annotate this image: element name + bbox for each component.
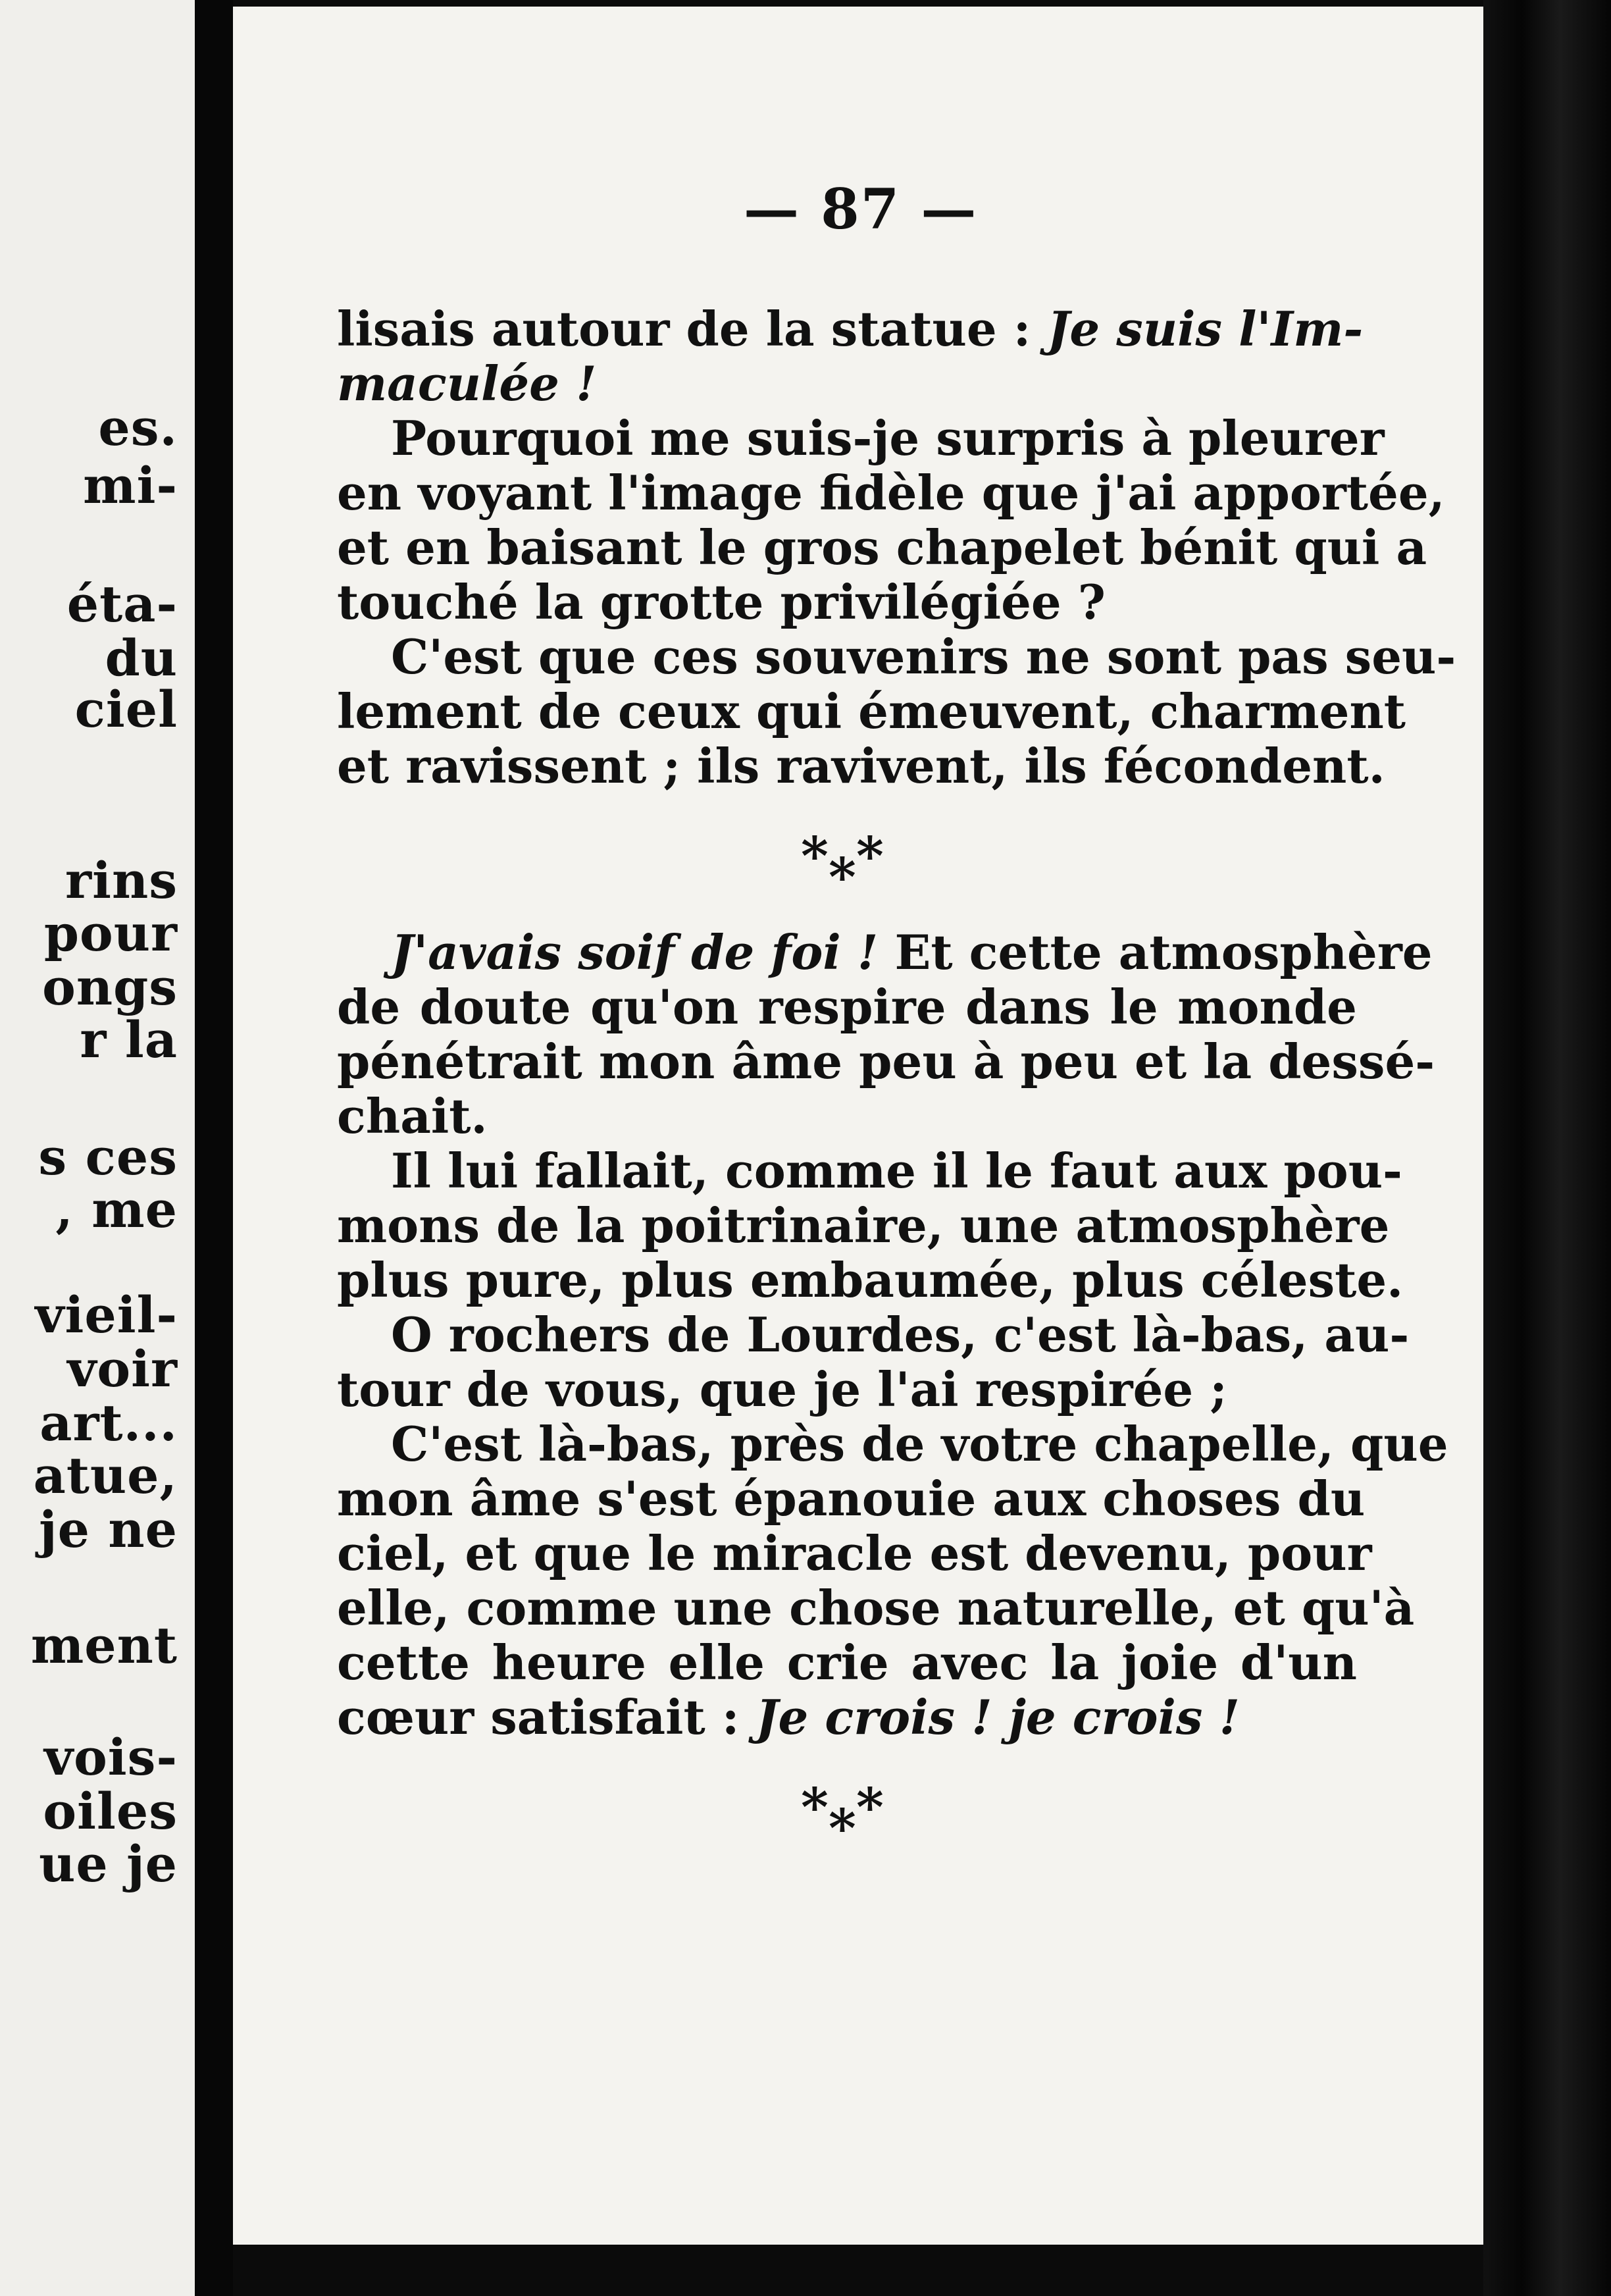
left-fragment: vois- [43,1728,178,1787]
page-bottom-shadow [233,2245,1483,2296]
left-fragment: vieil- [35,1286,178,1344]
left-fragment: r la [80,1010,178,1069]
text-line: lement de ceux qui émeuvent, charment [337,683,1406,739]
text-line: O rochers de Lourdes, c'est là-bas, au- [391,1307,1410,1363]
left-fragment: es. [98,398,178,457]
left-fragment: ciel [74,680,178,739]
text-line [337,356,1357,411]
left-fragment: ue je [39,1835,178,1893]
text-line: C'est là-bas, près de votre chapelle, que [391,1416,1448,1472]
left-fragment: s ces [38,1128,178,1186]
left-fragment: je ne [39,1500,178,1559]
text-line: chait. [337,1088,488,1144]
text-line: mon âme s'est épanouie aux choses du [337,1471,1366,1526]
text-line: cette heure elle crie avec la joie d'un [337,1634,1357,1690]
text-line: pénétrait mon âme peu à peu et la dessé- [337,1033,1435,1089]
italic-quote: Je suis l'Im- [1047,301,1364,357]
text-line: touché la grotte privilégiée ? [337,574,1106,630]
left-fragment: du [105,629,178,687]
text-line: en voyant l'image fidèle que j'ai apportée, [337,465,1445,521]
text-line: Pourquoi me suis-je surpris à pleurer [391,410,1385,466]
asterism-separator [337,793,1357,925]
left-fragment: art... [39,1394,178,1452]
text-line: plus pure, plus embaumée, plus céleste. [337,1252,1404,1308]
left-fragment: oiles [43,1782,178,1840]
page-number: — 87 — [744,176,978,242]
left-fragment: rins [65,851,178,910]
left-fragment: , me [55,1180,178,1239]
asterisk: * [829,1797,856,1859]
left-fragment: pour [43,904,178,962]
text-line: ciel, et que le miracle est devenu, pour [337,1525,1372,1581]
left-fragment: mi- [83,456,178,515]
page-body [337,301,1456,1876]
text-line: cœur satisfait : Je crois ! je crois ! [337,1689,1240,1745]
text-line: lisais autour de la statue : Je suis l'Im- [337,301,1364,357]
italic-quote: Je crois ! je crois ! [755,1689,1240,1745]
asterisk: * [856,1776,884,1838]
text-line: mons de la poitrinaire, une atmosphère [337,1197,1390,1253]
italic-quote: maculée ! [337,355,597,411]
asterisk: * [856,825,884,887]
text-line: de doute qu'on respire dans le monde [337,979,1357,1035]
book-edge [1483,0,1611,2296]
asterisk: * [801,1776,829,1838]
left-fragment: éta- [66,575,178,633]
left-fragment: ongs [42,958,178,1016]
left-fragment: voir [67,1340,178,1398]
text-line: elle, comme une chose naturelle, et qu'à [337,1580,1415,1636]
book-gutter [195,0,233,2296]
text-line: tour de vous, que je l'ai respirée ; [337,1361,1227,1417]
text-line: et en baisant le gros chapelet bénit qui a [337,519,1427,575]
asterisk: * [801,825,829,887]
text-line: Il lui fallait, comme il le faut aux pou- [391,1143,1402,1199]
previous-page-fragment [0,0,195,2296]
left-fragment: ment [30,1616,178,1675]
asterism-separator [337,1744,1357,1876]
asterisk: * [829,846,856,908]
text-line: C'est que ces souvenirs ne sont pas seu- [391,629,1456,685]
text-line: J'avais soif de foi ! Et cette atmosphère [391,924,1433,980]
text-line: et ravissent ; ils ravivent, ils fécondent. [337,738,1385,794]
italic-quote: J'avais soif de foi ! [391,924,879,980]
left-fragment: atue, [33,1446,178,1505]
